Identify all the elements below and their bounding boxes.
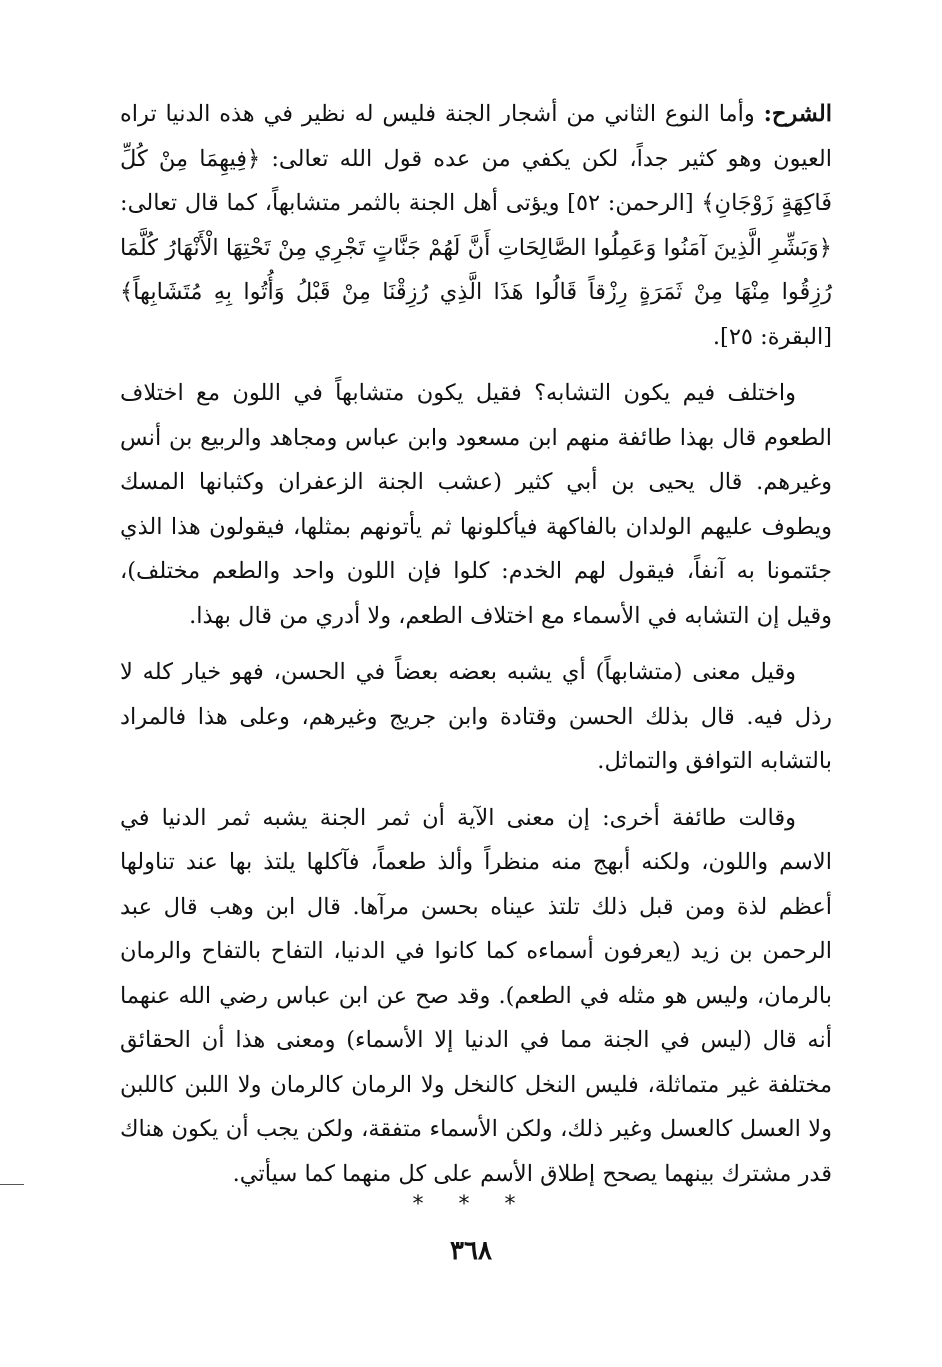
- paragraph-text: وأما النوع الثاني من أشجار الجنة فليس له نظير في هذه الدنيا تراه العيون وهو كثير جداً، لكن يكفي من عده قول الله تعالى: ﴿فِيهِمَا مِنْ كُلِّ فَاكِهَةٍ زَوْجَانِ﴾ [الرحمن: ٥٢] ويؤتى أهل الجنة بالثمر متشابهاً، كما قال تعالى: ﴿وَبَشِّرِ الَّذِينَ آمَنُوا وَعَمِلُوا الصَّالِحَاتِ أَنَّ لَهُمْ جَنَّاتٍ تَجْرِي مِنْ تَحْتِهَا الْأَنْهَارُ كُلَّمَا رُزِقُوا مِنْهَا مِنْ ثَمَرَةٍ رِزْقاً قَالُوا هَذَا الَّذِي رُزِقْنَا مِنْ قَبْلُ وَأُتُوا بِهِ مُتَشَابِهاً﴾ [البقرة: ٢٥].: [120, 101, 832, 350]
- paragraph-commentary-intro: [120, 92, 832, 359]
- commentary-heading: الشرح:: [763, 101, 832, 127]
- body-text: [120, 92, 832, 1208]
- page-number: ٣٦٨: [450, 1236, 492, 1266]
- paragraph-similarity-in-color: واختلف فيم يكون التشابه؟ فقيل يكون متشابهاً في اللون مع اختلاف الطعوم قال بهذا طائفة منهم ابن مسعود وابن عباس ومجاهد والربيع بن أنس وغيرهم. قال يحيى بن أبي كثير (عشب الجنة الزعفران وكثبانها المسك ويطوف عليهم الولدان بالفاكهة فيأكلونها ثم يأتونهم بمثلها، فيقولون هذا الذي جئتمونا به آنفاً، فيقول لهم الخدم: كلوا فإن اللون واحد والطعم مختلف)، وقيل إن التشابه في الأسماء مع اختلاف الطعم، ولا أدري من قال بهذا.: [120, 380, 832, 629]
- margin-line: [0, 1184, 24, 1185]
- section-separator: * * *: [412, 1192, 530, 1217]
- paragraph-similarity-in-name: وقالت طائفة أخرى: إن معنى الآية أن ثمر الجنة يشبه ثمر الدنيا في الاسم واللون، ولكنه أبهج منه منظراً وألذ طعماً، فآكلها يلتذ بها عند تناولها أعظم لذة ومن قبل ذلك تلتذ عيناه بحسن مرآها. قال ابن وهب قال عبد الرحمن بن زيد (يعرفون أسماءه كما كانوا في الدنيا، التفاح بالتفاح والرمان بالرمان، وليس هو مثله في الطعم). وقد صح عن ابن عباس رضي الله عنهما أنه قال (ليس في الجنة مما في الدنيا إلا الأسماء) ومعنى هذا أن الحقائق مختلفة غير متماثلة، فليس النخل كالنخل ولا الرمان كالرمان ولا اللبن كاللبن ولا العسل كالعسل وغير ذلك، ولكن الأسماء متفقة، ولكن يجب أن يكون هناك قدر مشترك بينهما يصحح إطلاق الأسم على كل منهما كما سيأتي.: [120, 804, 832, 1187]
- paragraph-similarity-in-goodness: وقيل معنى (متشابهاً) أي يشبه بعضه بعضاً في الحسن، فهو خيار كله لا رذل فيه. قال بذلك الحسن وقتادة وابن جريج وغيرهم، وعلى هذا فالمراد بالتشابه التوافق والتماثل.: [120, 659, 832, 774]
